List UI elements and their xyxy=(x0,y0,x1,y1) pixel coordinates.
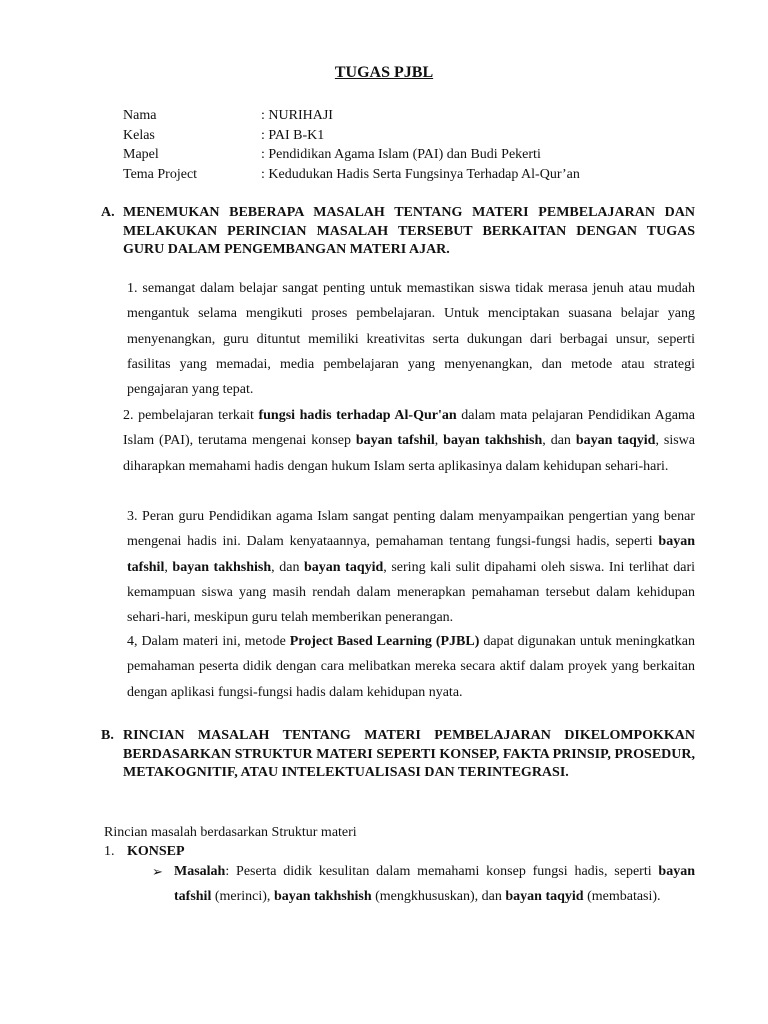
text: (membatasi). xyxy=(583,889,661,905)
bold-term: bayan takhshish xyxy=(443,433,543,449)
text: dapat digunakan untuk meningkatkan pemahaman peserta didik dengan cara melibatkan mereka secara aktif dalam proyek yang berkaitan dengan aplikasi fungsi-fungsi hadis dalam kehidupan nyata. xyxy=(127,634,695,700)
info-row-nama xyxy=(123,106,580,126)
bold-term: bayan tafshil xyxy=(355,433,435,449)
bold-term: bayan taqyid xyxy=(505,889,584,905)
section-a-number: A. xyxy=(101,205,115,220)
section-a-heading xyxy=(101,204,695,260)
info-label: Kelas xyxy=(123,127,155,143)
info-label: Tema Project xyxy=(123,167,198,183)
text: , sering kali sulit dipahami oleh siswa. Ini terlihat dari kemampuan siswa yang masih rendah dalam menerapkan pemahaman tersebut dalam kehidupan sehari-hari, meskipun guru telah memberikan penerangan. xyxy=(127,559,695,626)
info-label: Mapel xyxy=(123,147,159,163)
konsep-number: 1. xyxy=(104,844,115,859)
info-value: : Pendidikan Agama Islam (PAI) dan Budi Pekerti xyxy=(261,147,541,163)
text: , dan xyxy=(271,559,305,575)
section-b-heading xyxy=(101,727,695,783)
bold-term: bayan tafshil xyxy=(174,864,695,905)
text: 2. pembelajaran terkait xyxy=(123,408,259,423)
section-a-text: MENEMUKAN BEBERAPA MASALAH TENTANG MATERI PEMBELAJARAN DAN MELAKUKAN PERINCIAN MASALAH TERSEBUT BERKAITAN DENGAN TUGAS GURU DALAM PENGEMBANGAN MATERI AJAR. xyxy=(123,205,695,258)
konsep-label: KONSEP xyxy=(127,844,185,859)
text: , xyxy=(434,433,444,449)
section-b-number: B. xyxy=(101,728,114,743)
arrow-bullet-icon: ➢ xyxy=(152,864,163,879)
text: dalam mata pelajaran Pendidikan Agama Islam (PAI), terutama mengenai konsep xyxy=(123,408,696,449)
bold-term: Project Based Learning (PJBL) xyxy=(289,634,480,649)
document-title: TUGAS PJBL xyxy=(334,64,434,81)
bold-term: bayan taqyid xyxy=(575,433,656,449)
masalah-text xyxy=(174,859,695,910)
paragraph-3 xyxy=(127,504,695,630)
text: (mengkhususkan), dan xyxy=(371,889,506,905)
bold-term: bayan takhshish xyxy=(273,889,372,905)
text: (merinci), xyxy=(211,889,274,905)
bold-term: bayan tafshil xyxy=(127,534,695,575)
info-label: Nama xyxy=(123,108,157,123)
masalah-item xyxy=(152,859,695,910)
bold-term: bayan taqyid xyxy=(304,559,384,575)
text: , siswa diharapkan memahami hadis dengan hukum Islam serta aplikasinya dalam kehidupan sehari-hari. xyxy=(123,433,696,474)
rincian-subtitle: Rincian masalah berdasarkan Struktur materi xyxy=(104,825,357,840)
info-value: : Kedudukan Hadis Serta Fungsinya Terhadap Al-Qur’an xyxy=(261,167,580,183)
bold-term: bayan takhshish xyxy=(172,559,272,575)
info-row-mapel xyxy=(123,145,580,165)
text: : Peserta didik kesulitan dalam memahami konsep fungsi hadis, seperti xyxy=(225,864,659,879)
student-info xyxy=(123,106,580,185)
text: , xyxy=(164,559,173,575)
info-value: : NURIHAJI xyxy=(261,108,333,123)
masalah-label: Masalah xyxy=(174,864,226,879)
paragraph-4 xyxy=(127,629,695,705)
info-value: : PAI B-K1 xyxy=(261,127,325,143)
section-b-text: RINCIAN MASALAH TENTANG MATERI PEMBELAJARAN DIKELOMPOKKAN BERDASARKAN STRUKTUR MATERI SEPERTI KONSEP, FAKTA PRINSIP, PROSEDUR, METAKOGNITIF, ATAU INTELEKTUALISASI DAN TERINTEGRASI. xyxy=(123,728,695,781)
paragraph-1: 1. semangat dalam belajar sangat penting untuk memastikan siswa tidak merasa jenuh atau mudah mengantuk selama mengikuti proses pembelajaran. Untuk menciptakan suasana belajar yang menyenangkan, guru dituntut memiliki kreativitas serta dukungan dari berbagai unsur, seperti fasilitas yang memadai, media pembelajaran yang menyenangkan, dan metode atau strategi pengajaran yang tepat. xyxy=(127,281,695,398)
text: 3. Peran guru Pendidikan agama Islam sangat penting dalam menyampaikan pengertian yang benar mengenai hadis ini. Dalam kenyataannya, pemahaman tentang fungsi-fungsi hadis, seperti xyxy=(127,509,695,550)
info-row-kelas xyxy=(123,126,580,146)
text: 4, Dalam materi ini, metode xyxy=(127,634,290,649)
info-row-tema xyxy=(123,165,580,185)
text: , dan xyxy=(542,433,576,449)
paragraph-2 xyxy=(123,403,695,479)
bold-term: fungsi hadis terhadap Al-Qur'an xyxy=(258,408,457,423)
